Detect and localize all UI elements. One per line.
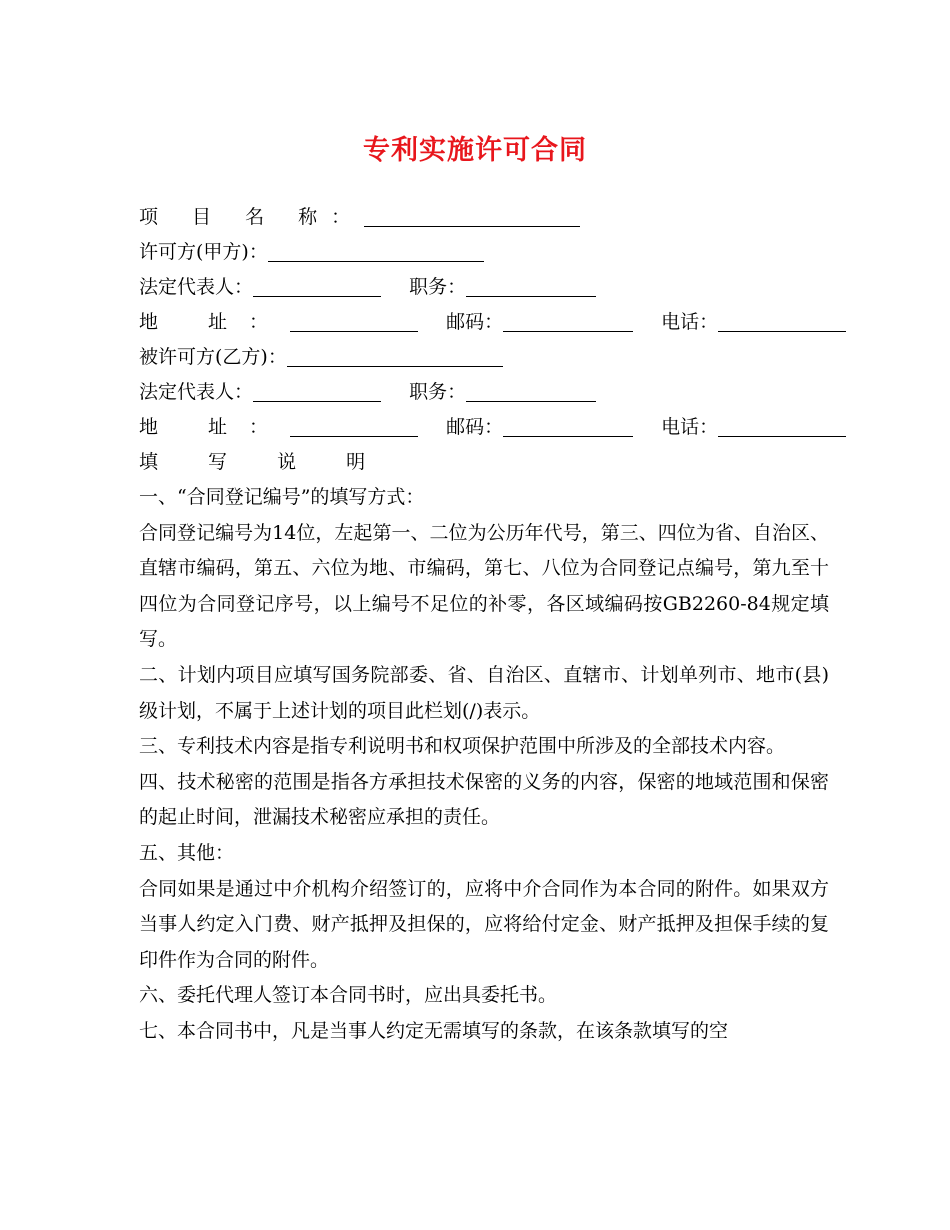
licensee-address-blank[interactable] [290, 414, 418, 437]
licensor-address-label: 地 址： [139, 311, 291, 333]
document-title: 专利实施许可合同 [363, 135, 587, 166]
licensee-phone-label: 电话： [661, 416, 719, 438]
licensee-address-label: 地 址： [139, 416, 291, 438]
instructions-heading: 填 写 说 明 [139, 451, 388, 473]
licensee-postcode-blank[interactable] [503, 414, 633, 437]
licensee-address-row [139, 410, 829, 445]
licensee-rep-blank[interactable] [253, 379, 381, 402]
instruction-item-4: 四、技术秘密的范围是指各方承担技术保密的义务的内容，保密的地域范围和保密的起止时间，泄漏技术秘密应承担的责任。 [139, 770, 829, 829]
instruction-item-5: 五、其他： [139, 841, 235, 864]
instruction-item-1: 一、“合同登记编号”的填写方式： [139, 486, 425, 508]
instruction-item-1-detail: 合同登记编号为14位，左起第一、二位为公历年代号，第三、四位为省、自治区、直辖市编码，第五、六位为地、市编码，第七、八位为合同登记点编号，第九至十四位为合同登记序号，以上编号不足位的补零，各区域编码按GB2260-84规定填写。 [139, 521, 829, 651]
instruction-item-2: 二、计划内项目应填写国务院部委、省、自治区、直辖市、计划单列市、地市(县)级计划，不属于上述计划的项目此栏划(/)表示。 [139, 663, 829, 722]
licensee-postcode-label: 邮码： [446, 416, 504, 438]
licensor-rep-row [139, 270, 829, 305]
licensee-rep-label: 法定代表人： [139, 381, 254, 403]
licensor-row [139, 235, 829, 270]
licensee-row [139, 340, 829, 375]
instructions-heading-row [139, 445, 829, 480]
instruction-item-7: 七、本合同书中，凡是当事人约定无需填写的条款，在该条款填写的空 [139, 1019, 729, 1042]
instruction-item-5-detail: 合同如果是通过中介机构介绍签订的，应将中介合同作为本合同的附件。如果双方当事人约定入门费、财产抵押及担保的，应将给付定金、财产抵押及担保手续的复印件作为合同的附件。 [139, 877, 829, 971]
instruction-item-6: 六、委托代理人签订本合同书时，应出具委托书。 [139, 984, 558, 1007]
licensor-postcode-label: 邮码： [446, 311, 504, 333]
licensee-rep-row [139, 375, 829, 410]
licensor-rep-blank[interactable] [253, 274, 381, 297]
licensee-position-label: 职务： [409, 381, 467, 403]
licensor-address-row [139, 305, 829, 340]
licensor-position-label: 职务： [409, 276, 467, 298]
licensor-rep-label: 法定代表人： [139, 276, 254, 298]
instruction-item-3: 三、专利技术内容是指专利说明书和权项保护范围中所涉及的全部技术内容。 [139, 735, 786, 758]
licensor-postcode-blank[interactable] [503, 309, 633, 332]
project-name-row [139, 200, 829, 235]
licensee-blank[interactable] [287, 344, 503, 367]
licensee-label: 被许可方(乙方)： [139, 346, 287, 368]
licensor-blank[interactable] [268, 239, 484, 262]
project-name-label: 项 目 名 称： [139, 206, 365, 228]
licensee-position-blank[interactable] [466, 379, 596, 402]
licensor-position-blank[interactable] [466, 274, 596, 297]
licensor-address-blank[interactable] [290, 309, 418, 332]
project-name-blank[interactable] [364, 204, 580, 227]
licensor-phone-blank[interactable] [718, 309, 846, 332]
licensor-label: 许可方(甲方)： [139, 241, 268, 263]
licensor-phone-label: 电话： [661, 311, 719, 333]
document-body [139, 200, 829, 1050]
licensee-phone-blank[interactable] [718, 414, 846, 437]
